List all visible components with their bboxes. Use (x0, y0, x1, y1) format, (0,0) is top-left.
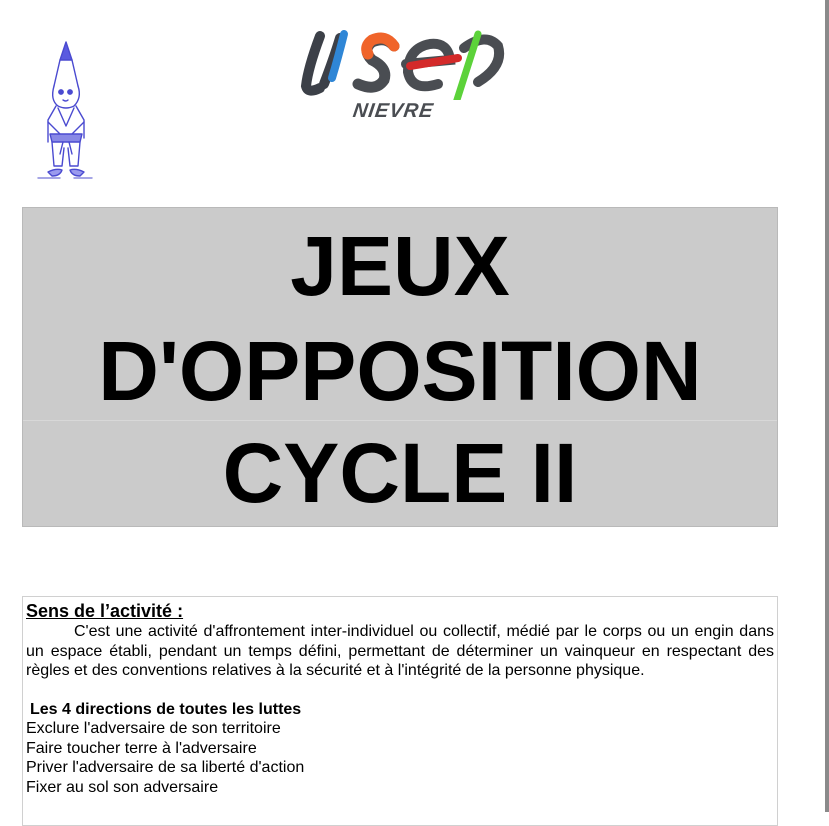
logo-subtitle: NIEVRE (351, 100, 436, 122)
direction-item: Fixer au sol son adversaire (26, 778, 219, 796)
usep-nievre-logo (298, 28, 513, 128)
usep-wordmark-icon (298, 28, 513, 100)
directions-title: Les 4 directions de toutes les luttes (30, 700, 302, 718)
direction-item: Priver l'adversaire de sa liberté d'action (26, 759, 305, 776)
page-edge-scrollbar (825, 0, 829, 812)
title-line-1: JEUX (290, 219, 510, 313)
activity-description-box (22, 596, 778, 826)
judo-pencil-mascot-icon (30, 38, 100, 183)
title-line-2: D'OPPOSITION (98, 324, 702, 418)
title-divider (23, 420, 777, 421)
title-line-3: CYCLE II (222, 426, 578, 520)
direction-item: Faire toucher terre à l'adversaire (26, 739, 257, 757)
activity-paragraph: C'est une activité d'affrontement inter-individuel ou collectif, médié par le corps ou un engin dans un espace établi, pendant un temps défini, permettant de déterminer un vainqueur en respectant des règles et des conventions relatives à la sécurité et à l'intégrité de la personne physique. (26, 623, 774, 679)
direction-item: Exclure l'adversaire de son territoire (26, 720, 281, 737)
section-title: Sens de l’activité : (26, 601, 184, 621)
title-banner (22, 207, 778, 527)
